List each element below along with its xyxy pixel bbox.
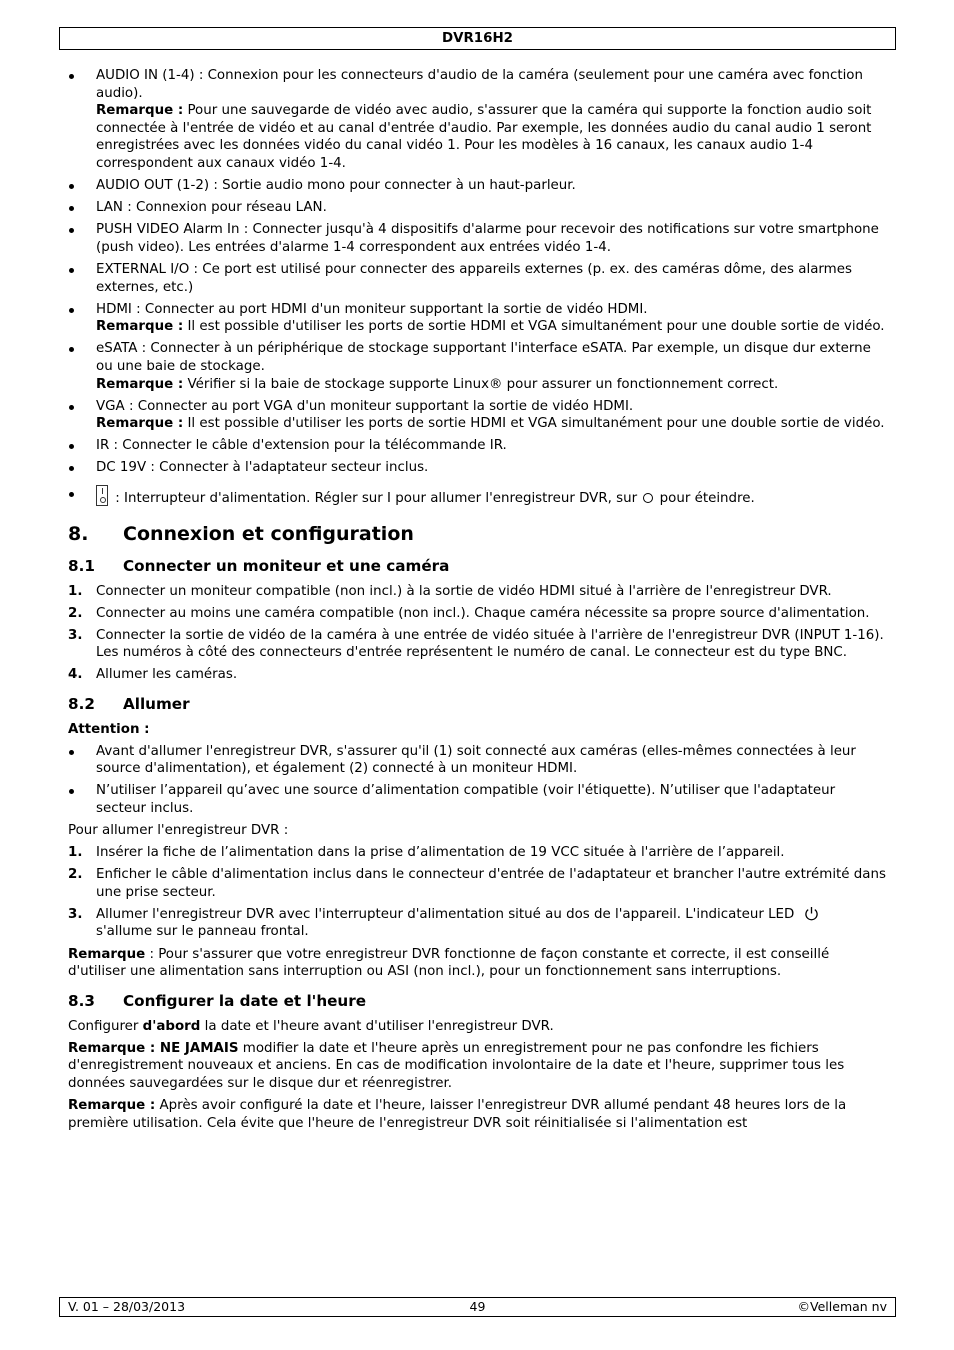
- version-date: V. 01 – 28/03/2013: [68, 1299, 186, 1314]
- list-item: PUSH VIDEO Alarm In : Connecter jusqu'à 4 dispositifs d'alarme pour recevoir des notifications sur votre smartphone (push video). Les entrées d'alarme 1-4 correspondent aux entrées vidéo 1-4.: [68, 221, 886, 256]
- page-number: 49: [469, 1299, 486, 1314]
- list-item: VGA : Connecter au port VGA d'un moniteur supportant la sortie de vidéo HDMI. Remarque : Il est possible d'utiliser les ports de sortie HDMI et VGA simultanément pour une double sortie de vidéo.: [68, 398, 886, 433]
- list-item: Avant d'allumer l'enregistreur DVR, s'assurer qu'il (1) soit connecté aux caméras (elles-mêmes connectées à leur source d'alimentation), et également (2) connecté à un moniteur HDMI.: [68, 743, 886, 778]
- list-item: AUDIO IN (1-4) : Connexion pour les connecteurs d'audio de la caméra (seulement pour une caméra avec fonction audio). Remarque : Pour une sauvegarde de vidéo avec audio, s'assurer que la caméra qui supporte la fonction audio soit connectée à l'entrée de vidéo et au canal d'entrée d'audio. Par exemple, les données audio du canal audio 1 seront enregistrées avec les données vidéo du canal vidéo 1. Pour les modèles à 16 canaux, les canaux audio 1-4 correspondent aux canaux vidéo 1-4.: [68, 67, 886, 173]
- page-header: [59, 27, 896, 50]
- page-footer: [59, 1297, 896, 1317]
- remark-paragraph: Remarque : NE JAMAIS modifier la date et l'heure après un enregistrement pour ne pas confondre les fichiers d'enregistrement nouveaux et anciens. En cas de modification involontaire de la date et l'heure, supprimer tous les données sauvegardées sur le disque dur et réenregistrer.: [68, 1040, 845, 1092]
- power-led-icon: [804, 906, 819, 921]
- list-item: 3. Connecter la sortie de vidéo de la caméra à une entrée de vidéo située à l'arrière de l'enregistreur DVR (INPUT 1-16). Les numéros à côté des connecteurs d'entrée représentent le numéro de canal. Le connecteur est du type BNC.: [68, 627, 884, 661]
- list-item: DC 19V : Connecter à l'adaptateur secteur inclus.: [68, 459, 886, 477]
- bullet-list: [68, 743, 886, 818]
- list-item: eSATA : Connecter à un périphérique de stockage supportant l'interface eSATA. Par exemple, un disque dur externe ou une baie de stockage. Remarque : Vérifier si la baie de stockage supporte Linux® pour assurer un fonctionnement correct.: [68, 340, 886, 393]
- remark-paragraph: Remarque : Pour s'assurer que votre enregistreur DVR fonctionne de façon constante et correcte, il est conseillé d'utiliser une alimentation sans interruption ou ASI (non incl.), pour un fonctionnement sans interruptions.: [68, 946, 830, 980]
- list-item: 4. Allumer les caméras.: [68, 667, 238, 683]
- list-item: HDMI : Connecter au port HDMI d'un moniteur supportant la sortie de vidéo HDMI. Remarque : Il est possible d'utiliser les ports de sortie HDMI et VGA simultanément pour une double sortie de vidéo.: [68, 301, 886, 336]
- list-item: : Interrupteur d'alimentation. Régler sur I pour allumer l'enregistreur DVR, sur pour éteindre.: [68, 485, 886, 508]
- subsection-heading: 8.1 Connecter un moniteur et une caméra: [68, 556, 450, 575]
- list-item: N’utiliser l’appareil qu’avec une source d’alimentation compatible (voir l'étiquette). N’utiliser que l'adaptateur secteur inclus.: [68, 782, 886, 817]
- remark-paragraph: Remarque : Après avoir configuré la date et l'heure, laisser l'enregistreur DVR allumé pendant 48 heures lors de la première utilisation. Cela évite que l'heure de l'enregistreur DVR soit réinitialisée si l'alimentation est: [68, 1098, 847, 1131]
- power-switch-icon: [96, 485, 108, 506]
- list-item: 1. Connecter un moniteur compatible (non incl.) à la sortie de vidéo HDMI situé à l'arrière de l'enregistreur DVR.: [68, 583, 832, 599]
- off-circle-icon: [643, 493, 653, 503]
- subsection-heading: 8.3 Configurer la date et l'heure: [68, 991, 367, 1010]
- list-item: IR : Connecter le câble d'extension pour la télécommande IR.: [68, 437, 886, 455]
- list-item: 1. Insérer la fiche de l’alimentation dans la prise d’alimentation de 19 VCC située à l'arrière de l’appareil.: [68, 845, 785, 861]
- attention-label: Attention :: [68, 722, 150, 738]
- list-item: 2. Enficher le câble d'alimentation inclus dans le connecteur d'entrée de l'adaptateur et brancher l'autre extrémité dans une prise secteur.: [68, 867, 886, 900]
- paragraph: Configurer d'abord la date et l'heure avant d'utiliser l'enregistreur DVR.: [68, 1018, 554, 1034]
- list-item: AUDIO OUT (1-2) : Sortie audio mono pour connecter à un haut-parleur.: [68, 177, 886, 195]
- copyright: ©Velleman nv: [797, 1299, 887, 1314]
- list-item: EXTERNAL I/O : Ce port est utilisé pour connecter des appareils externes (p. ex. des caméras dôme, des alarmes externes, etc.): [68, 261, 886, 296]
- connector-list: [68, 67, 886, 508]
- page-content: [68, 67, 886, 1137]
- model-name: DVR16H2: [442, 31, 513, 46]
- list-item: 2. Connecter au moins une caméra compatible (non incl.). Chaque caméra nécessite sa propre source d'alimentation.: [68, 605, 870, 621]
- numbered-list: [68, 583, 886, 684]
- section-heading: 8. Connexion et configuration: [68, 522, 414, 545]
- subsection-heading: 8.2 Allumer: [68, 695, 190, 714]
- list-item: 3. Allumer l'enregistreur DVR avec l'interrupteur d'alimentation situé au dos de l'appareil. L'indicateur LED s'allume sur le panneau frontal.: [68, 906, 886, 941]
- numbered-list: [68, 844, 886, 941]
- paragraph: Pour allumer l'enregistreur DVR :: [68, 823, 289, 838]
- list-item: LAN : Connexion pour réseau LAN.: [68, 199, 886, 217]
